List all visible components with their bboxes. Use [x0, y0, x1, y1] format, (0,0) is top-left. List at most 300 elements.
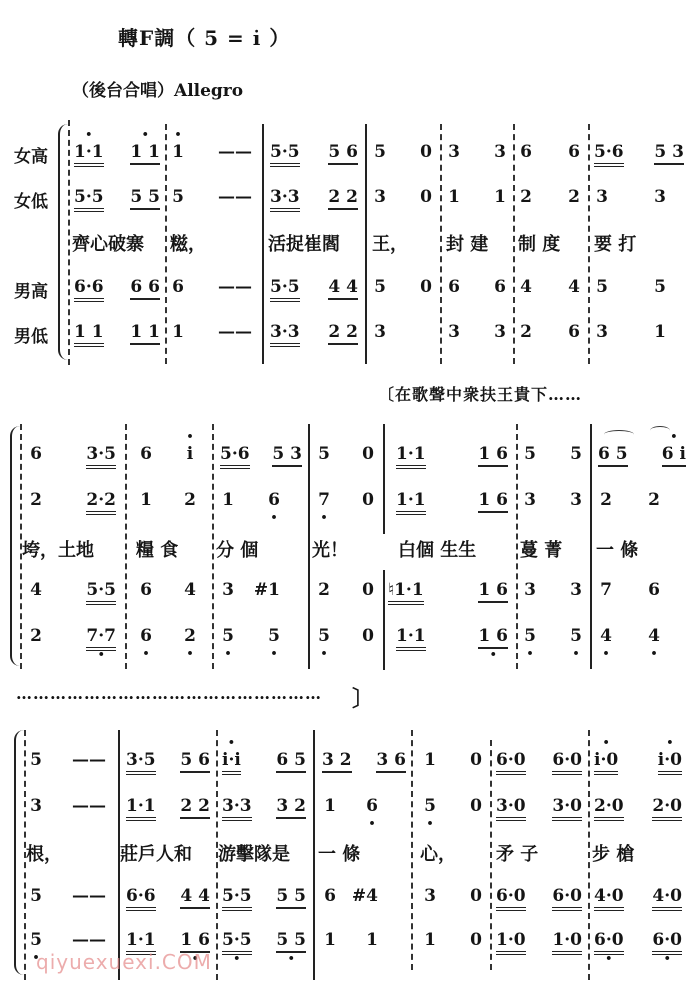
note: 5	[524, 444, 536, 464]
alto-measure	[140, 490, 196, 510]
lyric: 制 度	[518, 234, 561, 255]
note: 1 6	[478, 490, 508, 513]
note: 4 •	[648, 626, 660, 646]
alto-measure	[448, 187, 506, 207]
barline	[313, 730, 315, 980]
barline	[411, 730, 413, 970]
note: 5 •	[222, 626, 234, 646]
note: ——	[72, 750, 106, 770]
note: 6·0	[496, 750, 526, 775]
note: 5·6	[594, 142, 624, 167]
note: 0	[470, 750, 482, 770]
note: 6 •	[140, 626, 152, 646]
note: 1	[448, 187, 460, 207]
note: 5	[570, 444, 582, 464]
tenor-measure	[596, 277, 666, 297]
barline	[440, 124, 442, 364]
alto-measure	[222, 490, 280, 510]
tenor-measure	[524, 580, 582, 600]
note: 4 4	[328, 277, 358, 300]
note: 6	[648, 580, 660, 600]
alto-measure	[496, 796, 582, 821]
barline	[383, 570, 385, 670]
note: 6·6	[74, 277, 104, 302]
barline	[588, 124, 590, 364]
tenor-measure	[600, 580, 660, 600]
note: 3·0	[552, 796, 582, 821]
note: 1	[324, 796, 336, 816]
note: 6·0	[552, 750, 582, 775]
bass-measure	[600, 626, 660, 646]
barline	[308, 424, 310, 669]
barline	[262, 124, 264, 364]
bass-measure	[140, 626, 196, 646]
bass-measure	[596, 322, 666, 342]
soprano-measure	[74, 142, 160, 167]
part-label-soprano: 女高	[14, 147, 48, 167]
stage-direction-close-bracket: 〕	[352, 686, 375, 712]
note: 2·0	[652, 796, 682, 821]
note: 3	[596, 187, 608, 207]
bass-measure	[396, 626, 508, 651]
note: 4	[184, 580, 196, 600]
note: 3	[448, 322, 460, 342]
note: 3	[448, 142, 460, 162]
note: ——	[72, 930, 106, 950]
note: 3	[524, 580, 536, 600]
note: 1	[172, 322, 184, 342]
note: ——	[218, 142, 252, 162]
note: 4	[568, 277, 580, 297]
soprano-measure	[424, 750, 482, 770]
alto-measure	[374, 187, 432, 207]
note: 0	[420, 187, 432, 207]
note: 3·3	[270, 187, 300, 212]
note: 2	[30, 626, 42, 646]
note: 3	[494, 322, 506, 342]
alto-measure	[520, 187, 580, 207]
tenor-measure	[74, 277, 160, 302]
note: 3·5	[86, 444, 116, 469]
lyric: 一 條	[596, 540, 639, 561]
tenor-measure	[496, 886, 582, 911]
tenor-measure	[318, 580, 374, 600]
note: 5	[374, 142, 386, 162]
tenor-measure	[324, 886, 378, 906]
note: 6	[494, 277, 506, 297]
soprano-measure	[322, 750, 406, 773]
note: 4 •	[600, 626, 612, 646]
soprano-measure	[30, 750, 106, 770]
note: 2 2	[328, 322, 358, 345]
note: 3·3	[222, 796, 252, 821]
note: 1 1	[74, 322, 104, 347]
note: 5	[596, 277, 608, 297]
note: 2 2	[328, 187, 358, 210]
soprano-measure	[270, 142, 358, 167]
barline	[125, 424, 127, 669]
note: 2	[520, 322, 532, 342]
note: 1 6 •	[478, 626, 508, 649]
soprano-measure	[140, 444, 196, 464]
barline	[383, 424, 385, 534]
lyric: 齊心破寨	[72, 234, 144, 255]
note: 4	[520, 277, 532, 297]
note: 6·0 •	[652, 930, 682, 955]
tenor-measure	[30, 886, 106, 906]
soprano-measure	[222, 750, 306, 775]
alto-measure	[318, 490, 374, 510]
note: 2 •	[184, 626, 196, 646]
note: 2	[318, 580, 330, 600]
note: • 6 i	[662, 444, 686, 467]
note: 3·5	[126, 750, 156, 775]
note: 3	[30, 796, 42, 816]
bass-measure	[270, 322, 358, 347]
note: 2·2	[86, 490, 116, 515]
alto-measure	[596, 187, 666, 207]
note: 1	[424, 930, 436, 950]
system-brace	[14, 730, 24, 975]
alto-measure	[594, 796, 682, 821]
bass-measure	[30, 930, 106, 950]
note: ——	[72, 886, 106, 906]
note: 2 2	[180, 796, 210, 819]
note: 1·1	[396, 444, 426, 469]
note: 2	[30, 490, 42, 510]
bass-measure	[30, 626, 116, 651]
note: 2	[648, 490, 660, 510]
alto-measure	[396, 490, 508, 515]
part-label-alto: 女低	[14, 192, 48, 212]
note: 4·0	[594, 886, 624, 911]
lyric: 糧 食	[136, 540, 179, 561]
barline	[490, 740, 492, 970]
alto-measure	[600, 490, 660, 510]
bass-measure	[318, 626, 374, 646]
note: 1	[366, 930, 378, 950]
note: 2	[600, 490, 612, 510]
part-label-bass: 男低	[14, 327, 48, 347]
note: 1	[324, 930, 336, 950]
note: 5 •	[524, 626, 536, 646]
lyric: 白個 生生	[398, 540, 477, 561]
note: 6	[324, 886, 336, 906]
note: 5·5	[222, 886, 252, 911]
lyric: 封 建	[446, 234, 489, 255]
soprano-measure	[448, 142, 506, 162]
tenor-measure	[30, 580, 116, 605]
alto-measure	[126, 796, 210, 821]
note: 5 3	[272, 444, 302, 467]
note: 6	[448, 277, 460, 297]
note: 5·6	[220, 444, 250, 469]
note: 3	[374, 187, 386, 207]
note: 0	[420, 277, 432, 297]
note: • 1·1	[74, 142, 104, 167]
note: 2	[520, 187, 532, 207]
note: #4	[351, 886, 378, 906]
soprano-measure	[496, 750, 582, 775]
soprano-measure	[374, 142, 432, 162]
note: 6	[520, 142, 532, 162]
note: 5 •	[30, 930, 42, 950]
note: ——	[218, 277, 252, 297]
barline	[588, 730, 590, 980]
soprano-measure	[220, 444, 302, 469]
note: 6 •	[366, 796, 378, 816]
note: ♮1·1	[388, 580, 424, 605]
note: • i·0	[594, 750, 618, 775]
soprano-measure	[126, 750, 210, 775]
soprano-measure	[30, 444, 116, 469]
alto-measure	[524, 490, 582, 510]
barline	[590, 424, 592, 669]
note: ——	[218, 187, 252, 207]
note: 5	[172, 187, 184, 207]
note: 5 5	[276, 886, 306, 909]
system-brace	[10, 426, 20, 666]
note: • i	[184, 444, 196, 464]
note: 5·5	[86, 580, 116, 605]
note: 2	[184, 490, 196, 510]
note: 2	[568, 187, 580, 207]
tenor-measure	[424, 886, 482, 906]
note: • i·0	[658, 750, 682, 775]
note: 1·1	[126, 930, 156, 955]
note: 3	[524, 490, 536, 510]
note: 1 6	[478, 580, 508, 603]
note: 1 6 •	[180, 930, 210, 953]
part-label-tenor: 男高	[14, 282, 48, 302]
note: 1	[222, 490, 234, 510]
note: 5 •	[570, 626, 582, 646]
barline	[212, 424, 214, 669]
note: 3·3	[270, 322, 300, 347]
lyric: 王，	[372, 234, 408, 255]
bass-measure	[324, 930, 378, 950]
slur	[650, 426, 670, 435]
note: 5·5 •	[222, 930, 252, 955]
alto-measure	[270, 187, 358, 212]
lyric: 蔓 菁	[520, 540, 563, 561]
lyric: 心，	[420, 844, 456, 865]
note: 5 •	[424, 796, 436, 816]
note: 5 •	[268, 626, 280, 646]
note: 6·0	[552, 886, 582, 911]
continuation-dots: ………………………………………………	[16, 684, 322, 703]
alto-measure	[172, 187, 252, 207]
note: 3	[374, 322, 386, 342]
note: 0	[470, 930, 482, 950]
note: 6	[140, 444, 152, 464]
note: 1·0	[552, 930, 582, 955]
note: #1	[253, 580, 280, 600]
note: 1 6	[478, 444, 508, 467]
stage-direction: 〔在歌聲中衆扶王貴下……	[378, 385, 583, 404]
tenor-measure	[270, 277, 358, 302]
lyric: 分 個	[216, 540, 259, 561]
note: 0	[362, 626, 374, 646]
note: 0	[362, 444, 374, 464]
note: 5	[318, 444, 330, 464]
note: 3 2	[276, 796, 306, 819]
soprano-measure	[524, 444, 582, 464]
note: 6 6	[130, 277, 160, 300]
lyric: 活捉崔閻	[268, 234, 340, 255]
tenor-measure	[222, 886, 306, 911]
alto-measure	[30, 490, 116, 515]
tenor-measure	[126, 886, 210, 911]
note: 0	[362, 490, 374, 510]
lyric: 莊戶人和	[120, 844, 192, 865]
barline	[513, 124, 515, 364]
note: 7·7 •	[86, 626, 116, 651]
soprano-measure	[594, 750, 682, 775]
note: 6	[172, 277, 184, 297]
bass-measure	[594, 930, 682, 955]
lyric: 根，	[26, 844, 62, 865]
bass-measure	[74, 322, 160, 347]
bass-measure	[172, 322, 252, 342]
note: 3	[570, 490, 582, 510]
note: 1·1	[126, 796, 156, 821]
note: 6 5	[276, 750, 306, 773]
soprano-measure	[598, 444, 686, 467]
alto-measure	[424, 796, 482, 816]
barline	[516, 424, 518, 669]
note: 5	[30, 886, 42, 906]
note: 1·1	[396, 490, 426, 515]
note: 3	[494, 142, 506, 162]
bass-measure	[448, 322, 506, 342]
lyric: 光！	[312, 540, 348, 561]
note: 7	[600, 580, 612, 600]
soprano-measure	[520, 142, 580, 162]
note: 4·0	[652, 886, 682, 911]
note: 5	[654, 277, 666, 297]
note: 5 5 •	[276, 930, 306, 953]
note: • 1	[172, 142, 184, 162]
alto-measure	[222, 796, 306, 821]
note: 5 3	[654, 142, 684, 165]
lyric: 一 條	[318, 844, 361, 865]
note: 6	[30, 444, 42, 464]
score-system-2	[0, 410, 700, 680]
lyric: 糍，	[170, 234, 206, 255]
note: • 1 1	[130, 142, 160, 165]
note: 6·0	[496, 886, 526, 911]
bass-measure	[520, 322, 580, 342]
watermark: qiyuexuexi.COM	[36, 950, 212, 974]
note: ——	[218, 322, 252, 342]
note: 5	[374, 277, 386, 297]
score-system-1	[0, 110, 700, 370]
tenor-measure	[448, 277, 506, 297]
tenor-measure	[140, 580, 196, 600]
barline	[165, 124, 167, 364]
note: ——	[72, 796, 106, 816]
alto-measure	[324, 796, 378, 816]
key-change-title: 轉F調（ 5 = i̇ ）	[118, 26, 291, 50]
note: 2·0	[594, 796, 624, 821]
note: 1·0	[496, 930, 526, 955]
note: • i·i	[222, 750, 241, 775]
note: 3 6	[376, 750, 406, 773]
note: 1	[494, 187, 506, 207]
soprano-measure	[396, 444, 508, 469]
tenor-measure	[172, 277, 252, 297]
note: 3	[424, 886, 436, 906]
note: 6	[568, 322, 580, 342]
soprano-measure	[318, 444, 374, 464]
note: 1	[140, 490, 152, 510]
note: 5·5	[74, 187, 104, 212]
note: 1	[654, 322, 666, 342]
lyric: 游擊隊是	[218, 844, 290, 865]
note: 0	[470, 796, 482, 816]
lyric: 步 槍	[592, 844, 635, 865]
tenor-measure	[388, 580, 508, 605]
note: 3	[654, 187, 666, 207]
bass-measure	[524, 626, 582, 646]
alto-measure	[30, 796, 106, 816]
note: 3·0	[496, 796, 526, 821]
note: 6 •	[268, 490, 280, 510]
note: 5·5	[270, 277, 300, 302]
note: 6·0 •	[594, 930, 624, 955]
lyric: 要 打	[594, 234, 637, 255]
bass-measure	[374, 322, 432, 342]
note: 3	[222, 580, 234, 600]
tempo-marking: （後台合唱）Allegro	[72, 81, 244, 101]
note: 4	[30, 580, 42, 600]
note: 5	[30, 750, 42, 770]
barline	[68, 120, 70, 365]
note: 1	[424, 750, 436, 770]
note: 0	[470, 886, 482, 906]
tenor-measure	[222, 580, 280, 600]
bass-measure	[424, 930, 482, 950]
alto-measure	[74, 187, 160, 212]
note: 4 4	[180, 886, 210, 909]
bass-measure	[222, 626, 280, 646]
note: 3	[596, 322, 608, 342]
lyric: 矛 子	[496, 844, 539, 865]
tenor-measure	[594, 886, 682, 911]
note: 0	[362, 580, 374, 600]
note: 0	[420, 142, 432, 162]
note: 5 5	[130, 187, 160, 210]
tenor-measure	[520, 277, 580, 297]
note: 1 1	[130, 322, 160, 345]
note: 5 •	[318, 626, 330, 646]
lyric: 垮，土地	[22, 540, 94, 561]
bass-measure	[496, 930, 582, 955]
tenor-measure	[374, 277, 432, 297]
note: 6 5	[598, 444, 628, 467]
note: 6	[140, 580, 152, 600]
slur	[604, 430, 634, 439]
note: 7 •	[318, 490, 330, 510]
note: 5·5	[270, 142, 300, 167]
system-brace	[58, 124, 68, 360]
note: 5 6	[328, 142, 358, 165]
note: 6·6	[126, 886, 156, 911]
bass-measure	[222, 930, 306, 955]
note: 3 2	[322, 750, 352, 773]
soprano-measure	[594, 142, 684, 167]
